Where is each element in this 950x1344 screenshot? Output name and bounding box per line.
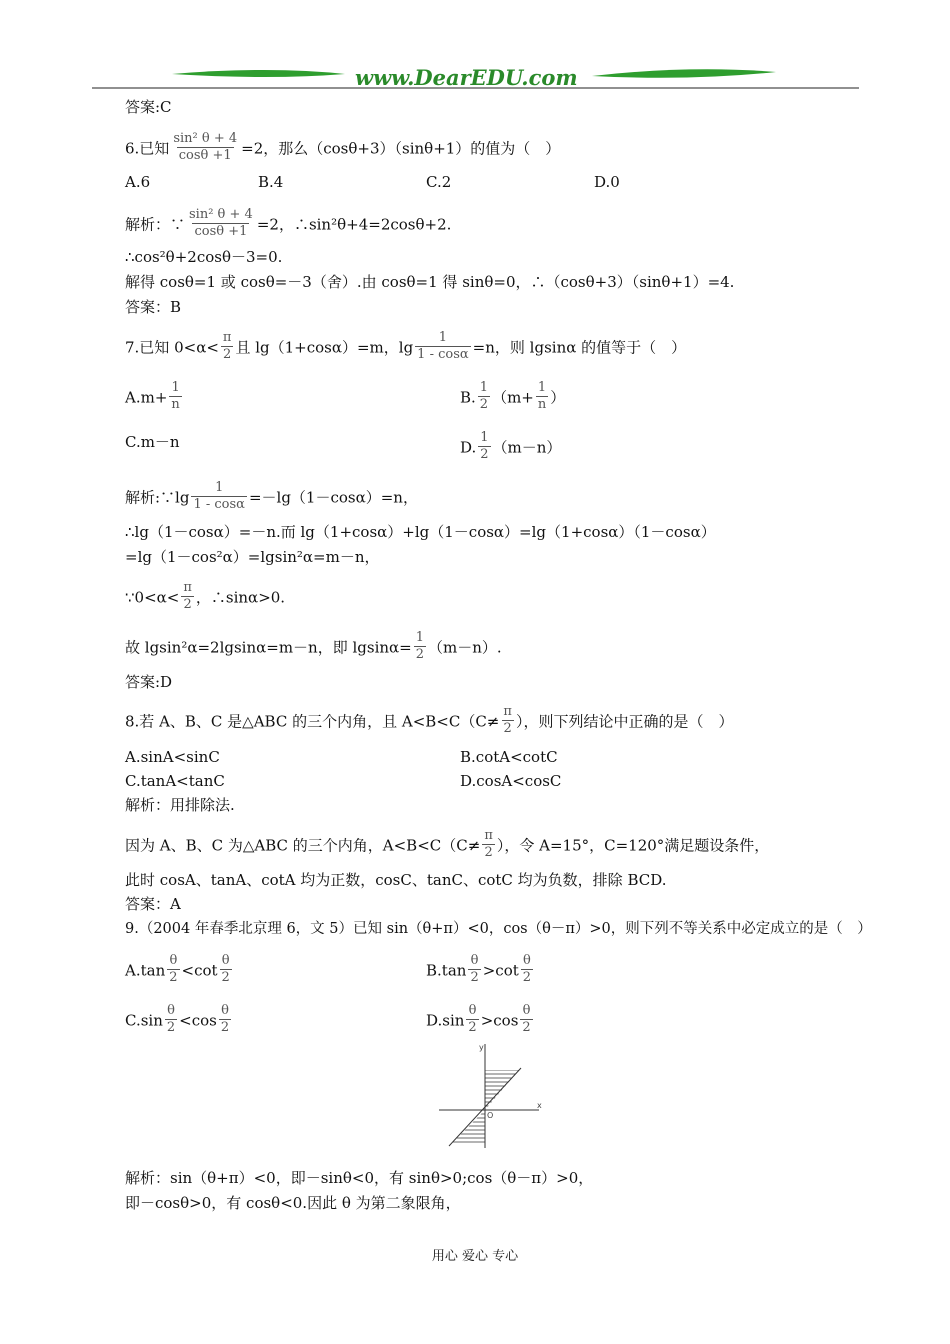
q7-solution-line3: =lg（1－cos²α）=lgsin²α=m－n，	[125, 548, 380, 566]
q9-stem: 9.（2004 年春季北京理 6，文 5）已知 sin（θ+π）<0，cos（θ－π）>0，则下列不等关系中必定成立的是（ ）	[125, 921, 872, 937]
q6-answer: 答案：B	[125, 298, 182, 316]
q6-solution-line2: ∴cos²θ+2cosθ－3=0.	[125, 248, 283, 266]
q7-solution-line1: 解析:∵lg $\frac{1}{1 - \cos\alpha}$ =－lg（1－cosα）=n，	[125, 480, 418, 512]
q7-stem: 7.已知 0<α< $\frac{\pi}{2}$ 且 lg（1+cosα）=m，lg $\frac{1}{1 - \cos\alpha}$ =n，则 lgsinα 的值等于（ ）	[125, 330, 687, 362]
q7-option-c: C.m－n	[125, 433, 180, 451]
q6-fraction: $\frac{\text{sin² θ + 4}}{\cos\theta +1}$	[173, 131, 238, 163]
q8-solution-line1: 解析：用排除法.	[125, 796, 235, 814]
q9-option-d: D.sin $\frac{\theta}{2}$ >cos $\frac{\theta}{2}$	[426, 1003, 531, 1035]
footer-slogan: 用心 爱心 专心	[431, 1249, 519, 1264]
q8-solution-line2: 因为 A、B、C 为△ABC 的三个内角，A<B<C（C≠ $\frac{\pi}{2}$ ），令 A=15°，C=120°满足题设条件，	[125, 828, 770, 860]
q6-option-d: D.0	[594, 173, 620, 191]
q6-stem: 6.已知 $\frac{\text{sin² θ + 4}}{\cos\theta +1}$ =2，那么（cosθ+3）（sinθ+1）的值为（ ）	[125, 131, 561, 163]
q7-option-b: B. $\frac{1}{2}$ （m+ $\frac{1}{n}$ ）	[460, 380, 566, 412]
q9-option-c: C.sin $\frac{\theta}{2}$ <cos $\frac{\theta}{2}$	[125, 1003, 230, 1035]
q9-option-b: B.tan $\frac{\theta}{2}$ >cot $\frac{\theta}{2}$	[426, 953, 532, 985]
q8-option-d: D.cosA<cosC	[460, 772, 562, 790]
q9-option-a: A.tan $\frac{\theta}{2}$ <cot $\frac{\theta}{2}$	[125, 953, 230, 985]
q6-option-a: A.6	[125, 173, 151, 191]
origin-label: O	[487, 1111, 494, 1120]
axis-x-label: x	[537, 1101, 542, 1110]
q6-solution-line3: 解得 cosθ=1 或 cosθ=－3（舍）.由 cosθ=1 得 sinθ=0，∴（cosθ+3）（sinθ+1）=4.	[125, 273, 735, 291]
q7-option-d: D. $\frac{1}{2}$ （m－n）	[460, 430, 562, 462]
q9-solution-line1: 解析：sin（θ+π）<0，即－sinθ<0，有 sinθ>0;cos（θ－π）>0，	[125, 1169, 594, 1187]
q8-option-a: A.sinA<sinC	[125, 748, 220, 766]
q9-solution-line2: 即－cosθ>0，有 cosθ<0.因此 θ 为第二象限角，	[125, 1194, 461, 1212]
header-banner	[0, 62, 950, 92]
q8-answer: 答案：A	[125, 895, 181, 913]
q7-answer: 答案:D	[125, 673, 173, 691]
q7-solution-line5: 故 lgsin²α=2lgsinα=m－n，即 lgsinα= $\frac{1}{2}$ （m－n）.	[125, 630, 502, 662]
site-name: www.DearEDU.com	[355, 65, 578, 90]
q6-option-c: C.2	[426, 173, 452, 191]
q8-option-b: B.cotA<cotC	[460, 748, 558, 766]
q7-solution-line4: ∵0<α< $\frac{\pi}{2}$ ，∴sinα>0.	[125, 580, 286, 612]
axis-y-label: y	[479, 1043, 484, 1052]
q7-solution-line2: ∴lg（1－cosα）=－n.而 lg（1+cosα）+lg（1－cosα）=lg（1+cosα）（1－cosα）	[125, 523, 716, 541]
q8-stem: 8.若 A、B、C 是△ABC 的三个内角，且 A<B<C（C≠ $\frac{\pi}{2}$ ），则下列结论中正确的是（ ）	[125, 704, 734, 736]
q8-option-c: C.tanA<tanC	[125, 772, 225, 790]
q9-quadrant-figure	[435, 1040, 555, 1152]
q6-solution-line1: 解析：∵ $\frac{\text{sin² θ + 4}}{\cos\theta +1}$ =2，∴sin²θ+4=2cosθ+2.	[125, 207, 452, 239]
q7-option-a: A.m+ $\frac{1}{n}$	[125, 380, 180, 412]
q8-solution-line3: 此时 cosA、tanA、cotA 均为正数，cosC、tanC、cotC 均为负数，排除 BCD.	[125, 871, 667, 889]
q5-answer: 答案:C	[125, 98, 172, 116]
q6-option-b: B.4	[258, 173, 284, 191]
